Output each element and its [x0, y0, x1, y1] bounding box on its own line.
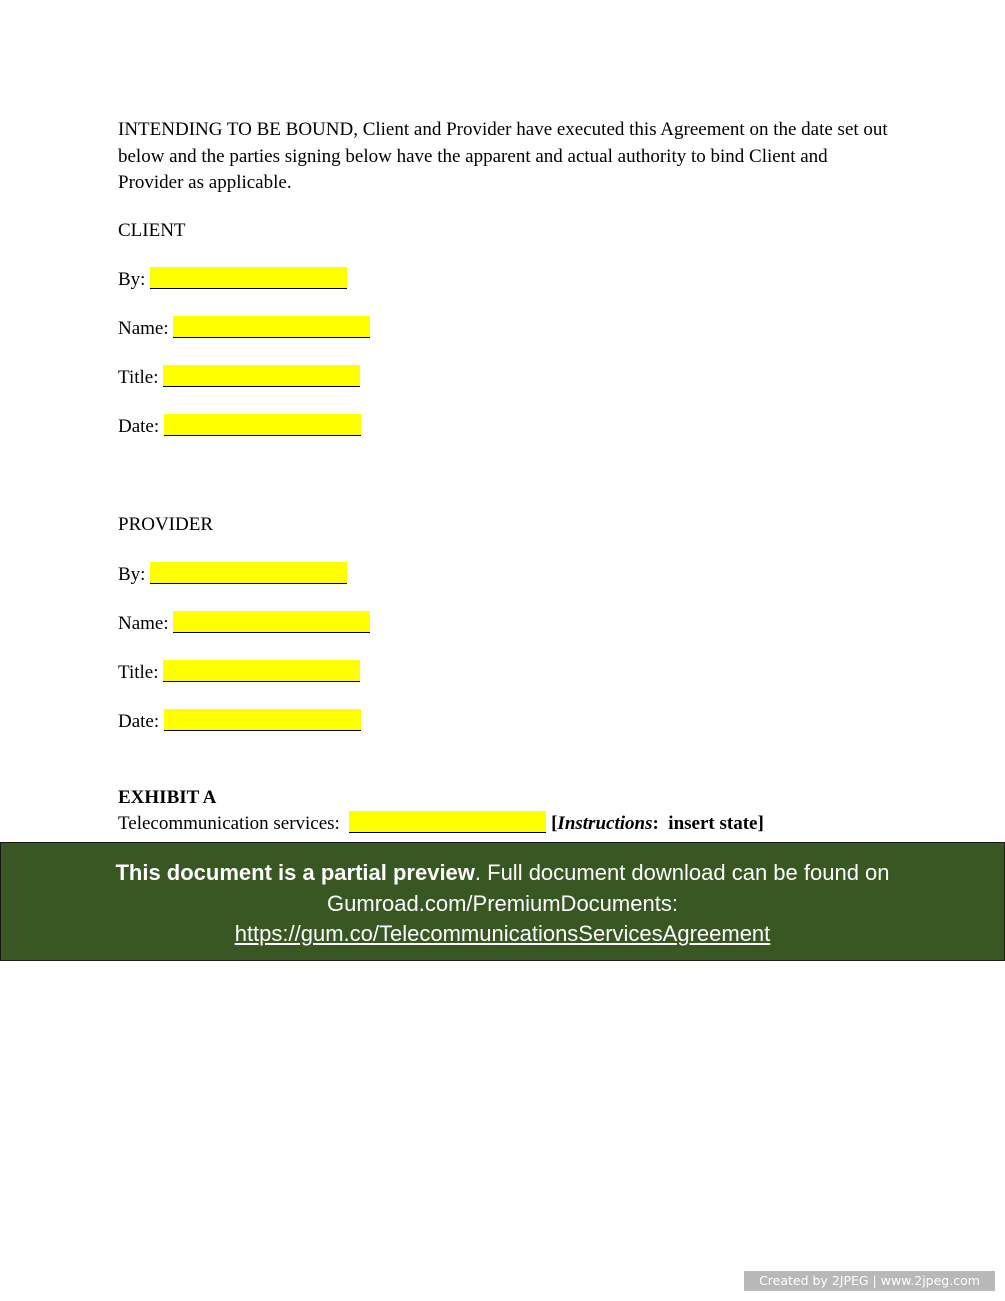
provider-date-label: Date:	[118, 711, 160, 732]
client-date-row	[118, 414, 361, 440]
provider-name-label: Name:	[118, 613, 169, 634]
provider-by-field[interactable]	[150, 562, 347, 584]
client-title-label: Title:	[118, 367, 159, 388]
client-title-field[interactable]	[163, 365, 360, 387]
provider-by-label: By:	[118, 564, 146, 585]
provider-title-label: Title:	[118, 662, 159, 683]
preview-banner	[0, 842, 1005, 961]
provider-date-row	[118, 709, 361, 735]
banner-link[interactable]: https://gum.co/TelecommunicationsServicesAgreement	[234, 921, 771, 946]
provider-date-field[interactable]	[164, 709, 361, 731]
provider-name-field[interactable]	[173, 611, 370, 633]
client-title-row	[118, 365, 360, 391]
exhibit-instruction-text: insert state]	[668, 813, 764, 834]
intro-paragraph: INTENDING TO BE BOUND, Client and Provider have executed this Agreement on the date set out below and the parties signing below have the apparent and actual authority to bind Client and Provider as applicable.	[118, 119, 888, 193]
banner-bold-text: This document is a partial preview	[115, 860, 475, 885]
client-name-label: Name:	[118, 318, 169, 339]
exhibit-bracket: [	[551, 813, 558, 834]
exhibit-label: Telecommunication services:	[118, 813, 340, 834]
client-heading: CLIENT	[118, 220, 186, 241]
banner-line-2: Gumroad.com/PremiumDocuments:	[327, 890, 678, 916]
provider-by-row	[118, 562, 347, 588]
exhibit-services-field[interactable]	[349, 811, 546, 833]
client-by-row	[118, 267, 347, 293]
provider-heading: PROVIDER	[118, 514, 214, 535]
client-by-field[interactable]	[150, 267, 347, 289]
provider-name-row	[118, 611, 370, 637]
client-date-label: Date:	[118, 416, 160, 437]
banner-text: . Full document download can be found on	[474, 860, 890, 885]
exhibit-instructions-label: Instructions	[557, 813, 653, 834]
exhibit-row	[118, 811, 764, 837]
client-name-field[interactable]	[173, 316, 370, 338]
client-name-row	[118, 316, 370, 342]
client-date-field[interactable]	[164, 414, 361, 436]
exhibit-title: EXHIBIT A	[118, 787, 217, 808]
banner-line-1	[1, 858, 1004, 889]
provider-title-field[interactable]	[163, 660, 360, 682]
client-by-label: By:	[118, 269, 146, 290]
provider-title-row	[118, 660, 360, 686]
watermark-badge: Created by 2JPEG | www.2jpeg.com	[744, 1271, 995, 1291]
exhibit-colon: :	[652, 813, 659, 834]
